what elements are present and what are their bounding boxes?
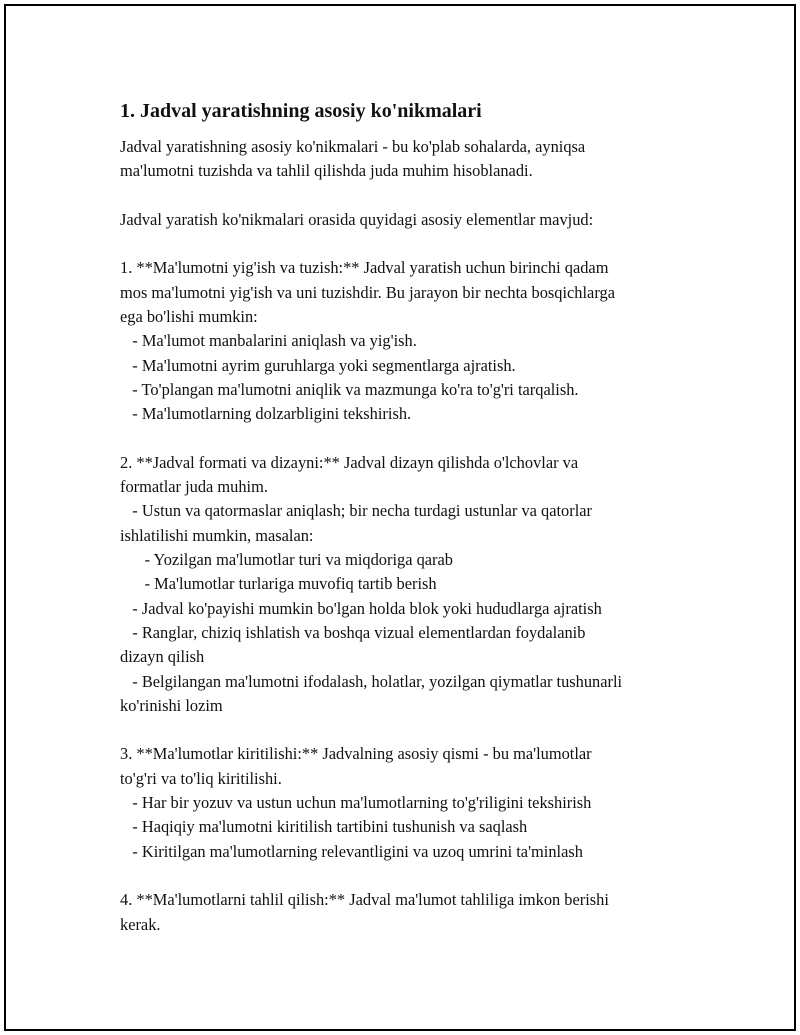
document-body: Jadval yaratishning asosiy ko'nikmalari - bu ko'plab sohalarda, ayniqsa ma'lumotni tuzishda va tahlil qilishda juda muhim hisoblanadi. Jadval yaratish ko'nikmalari orasida quyidagi asosiy elementlar mavjud: 1. **Ma'lumotni yig'ish va tuzish:** Jadval yaratish uchun birinchi qadam mos ma'lumotni yig'ish va uni tuzishdir. Bu jarayon bir nechta bosqichlarga ega bo'lishi mumkin: - Ma'lumot manbalarini aniqlash va yig'ish. - Ma'lumotni ayrim guruhlarga yoki segmentlarga ajratish. - To'plangan ma'lumotni aniqlik va mazmunga ko'ra to'g'ri tarqalish. - Ma'lumotlarning dolzarbligini tekshirish. 2. **Jadval formati va dizayni:** Jadval dizayn qilishda o'lchovlar va formatlar juda muhim. - Ustun va qatormaslar aniqlash; bir necha turdagi ustunlar va qatorlar ishlatilishi mumkin, masalan: - Yozilgan ma'lumotlar turi va miqdoriga qarab - Ma'lumotlar turlariga muvofiq tartib berish - Jadval ko'payishi mumkin bo'lgan holda blok yoki hududlarga ajratish - Ranglar, chiziq ishlatish va boshqa vizual elementlardan foydalanib dizayn qilish - Belgilangan ma'lumotni ifodalash, holatlar, yozilgan qiymatlar tushunarli ko'rinishi lozim 3. **Ma'lumotlar kiritilishi:** Jadvalning asosiy qismi - bu ma'lumotlar to'g'ri va to'liq kiritilishi. - Har bir yozuv va ustun uchun ma'lumotlarning to'g'riligini tekshirish - Haqiqiy ma'lumotni kiritilish tartibini tushunish va saqlash - Kiritilgan ma'lumotlarning relevantligini va uzoq umrini ta'minlash 4. **Ma'lumotlarni tahlil qilish:** Jadval ma'lumot tahliliga imkon berishi kerak. [120,137,623,934]
document-heading: 1. Jadval yaratishning asosiy ko'nikmalari [120,100,482,122]
document-page [4,4,796,1031]
document-content [120,98,700,937]
